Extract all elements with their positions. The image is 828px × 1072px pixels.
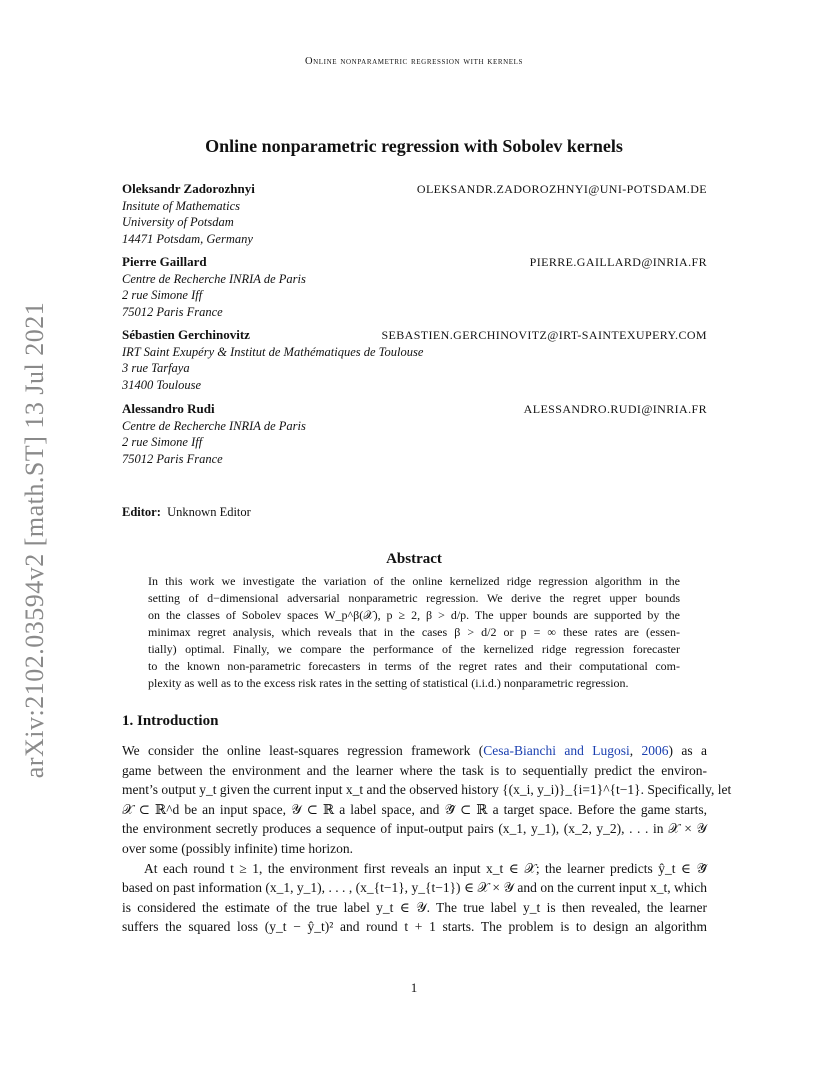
intro-line: suffers the squared loss (y_t − ŷ_t)² and round t + 1 starts. The problem is to design an algorithm: [122, 919, 707, 935]
abstract-line: tially) optimal. Finally, we compare the performance of the kernelized ridge regression forecaster: [148, 642, 680, 656]
author-affiliation-line: Centre de Recherche INRIA de Paris: [122, 271, 306, 286]
author-affiliation-line: 14471 Potsdam, Germany: [122, 231, 253, 246]
author-name: Oleksandr Zadorozhnyi: [122, 181, 255, 196]
author-block-2: [122, 254, 707, 320]
abstract-title: Abstract: [386, 551, 442, 567]
abstract-line: setting of d−dimensional adversarial nonparametric regression. We derive the regret upper bounds: [148, 591, 680, 605]
citation-year-link[interactable]: 2006: [641, 743, 669, 758]
intro-line: ment’s output y_t given the current input x_t and the observed history {(x_i, y_i)}_{i=1}^{t−1}. Specifically, let: [122, 782, 732, 798]
editor-line: [122, 505, 251, 520]
author-name: Alessandro Rudi: [122, 401, 215, 416]
paper-title: Online nonparametric regression with Sobolev kernels: [205, 136, 623, 156]
author-block-4: [122, 401, 707, 467]
author-affiliation-line: University of Potsdam: [122, 215, 234, 229]
intro-line: over some (possibly infinite) time horizon.: [122, 840, 353, 856]
intro-body: [122, 741, 732, 937]
citation-link[interactable]: Cesa-Bianchi and Lugosi: [483, 743, 630, 758]
intro-line: the environment secretly produces a sequence of input-output pairs (x_1, y_1), (x_2, y_2), . . . in 𝒳 × 𝒴: [122, 821, 707, 837]
author-affiliation-line: 2 rue Simone Iff: [122, 288, 203, 302]
author-block-1: [122, 181, 707, 247]
author-affiliation-line: Insitute of Mathematics: [122, 198, 241, 213]
intro-text: ) as a: [668, 743, 708, 758]
author-affiliation-line: 75012 Paris France: [122, 304, 223, 319]
running-head: Online nonparametric regression with kernels: [304, 56, 524, 67]
author-affiliation-line: 2 rue Simone Iff: [122, 435, 203, 449]
author-email[interactable]: PIERRE.GAILLARD@INRIA.FR: [529, 255, 707, 269]
author-name: Sébastien Gerchinovitz: [122, 327, 250, 342]
intro-line: [122, 741, 707, 761]
intro-line: At each round t ≥ 1, the environment first reveals an input x_t ∈ 𝒳; the learner predicts ŷ_t ∈ 𝒴̂: [144, 860, 707, 876]
author-name: Pierre Gaillard: [122, 254, 207, 269]
abstract-line: to the known non-parametric forecasters in terms of the regret rates and their computational com-: [148, 659, 680, 673]
author-block-3: [122, 327, 707, 393]
editor-label: Editor:: [122, 505, 161, 519]
abstract-body: [148, 573, 680, 692]
abstract-line: on the classes of Sobolev spaces W_p^β(𝒳), p ≥ 2, β > d/p. The upper bounds are supported by the: [148, 608, 680, 622]
page-number: 1: [410, 980, 418, 995]
abstract-line: In this work we investigate the variation of the online kernelized ridge regression algorithm in the: [148, 574, 680, 588]
editor-value: Unknown Editor: [167, 505, 251, 519]
section-heading: 1. Introduction: [122, 713, 219, 729]
author-email[interactable]: ALESSANDRO.RUDI@INRIA.FR: [523, 402, 707, 416]
author-affiliation-line: 31400 Toulouse: [122, 377, 202, 392]
author-affiliation-line: IRT Saint Exupéry & Institut de Mathématiques de Toulouse: [122, 344, 424, 359]
intro-line: game between the environment and the learner where the task is to sequentially predict the environ-: [122, 762, 707, 778]
intro-line: is considered the estimate of the true label y_t ∈ 𝒴. The true label y_t is then revealed, the learner: [122, 899, 707, 915]
author-affiliation-line: Centre de Recherche INRIA de Paris: [122, 418, 306, 433]
intro-line: 𝒳 ⊂ ℝ^d be an input space, 𝒴 ⊂ ℝ a label space, and 𝒴̂ ⊂ ℝ a target space. Before the game starts,: [122, 801, 707, 817]
intro-text: ,: [629, 743, 642, 758]
author-email[interactable]: OLEKSANDR.ZADOROZHNYI@UNI-POTSDAM.DE: [416, 182, 707, 196]
intro-text: We consider the online least-squares regression framework (: [122, 743, 484, 758]
author-affiliation-line: 75012 Paris France: [122, 451, 223, 466]
arxiv-stamp: arXiv:2102.03594v2 [math.ST] 13 Jul 2021: [20, 301, 49, 779]
intro-line: based on past information (x_1, y_1), . . . , (x_{t−1}, y_{t−1}) ∈ 𝒳 × 𝒴 and on the current input x_t, which: [122, 880, 707, 896]
abstract-line: minimax regret analysis, which reveals that in the cases β > d/2 or p = ∞ these rates are (essen-: [148, 625, 680, 639]
author-affiliation-line: 3 rue Tarfaya: [122, 361, 190, 375]
author-email[interactable]: SEBASTIEN.GERCHINOVITZ@IRT-SAINTEXUPERY.COM: [381, 328, 707, 342]
abstract-line: plexity as well as to the excess risk rates in the setting of statistical (i.i.d.) nonparametric regression.: [148, 676, 629, 690]
